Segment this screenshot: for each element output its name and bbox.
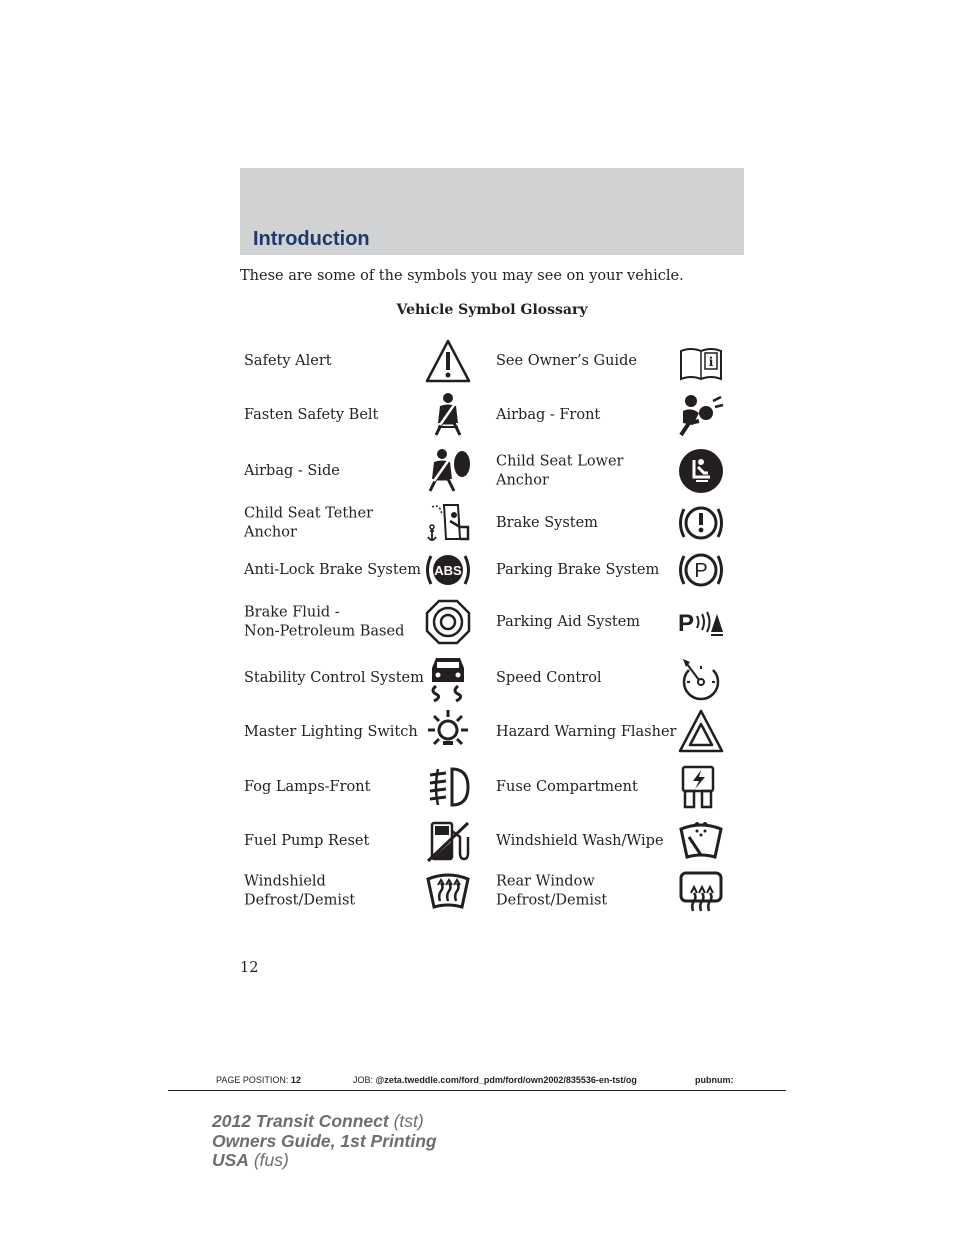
lighting-switch-icon: [424, 708, 472, 756]
symbol-label: Fuel Pump Reset: [244, 832, 370, 849]
abs-icon: [424, 546, 472, 594]
job-meta: [353, 1075, 637, 1085]
safety-belt-icon: [424, 391, 472, 439]
icon-text: P: [694, 560, 708, 582]
glossary-title: Vehicle Symbol Glossary: [396, 302, 588, 318]
doc-market: USA: [212, 1150, 249, 1170]
airbag-side-icon: [424, 447, 472, 495]
parking-aid-icon: [677, 598, 725, 646]
icon-text: P: [678, 610, 695, 637]
symbol-label: Brake Fluid - Non-Petroleum Based: [244, 604, 405, 639]
symbol-label: Safety Alert: [244, 352, 332, 369]
airbag-front-icon: [677, 391, 725, 439]
symbol-label: Windshield Wash/Wipe: [496, 832, 664, 849]
job-label: JOB:: [353, 1075, 374, 1085]
symbol-label: Parking Aid System: [496, 613, 641, 630]
symbol-label: Windshield Defrost/Demist: [244, 873, 356, 908]
doc-market-code: (fus): [253, 1150, 289, 1170]
page-position-label: PAGE POSITION:: [216, 1075, 289, 1085]
brake-fluid-icon: [424, 598, 472, 646]
symbol-label: Fuse Compartment: [496, 778, 638, 795]
icon-text: ABS: [434, 563, 462, 578]
hazard-flasher-icon: [677, 708, 725, 756]
footer-rule: [168, 1090, 786, 1091]
symbol-label: Anti-Lock Brake System: [244, 561, 421, 578]
page-position-value: 12: [290, 1075, 301, 1085]
symbol-label: Parking Brake System: [496, 561, 660, 578]
symbol-label: Speed Control: [496, 669, 602, 686]
doc-model: 2012 Transit Connect: [212, 1111, 389, 1131]
symbol-label: Child Seat Lower Anchor: [496, 453, 624, 488]
job-value: @zeta.tweddle.com/ford_pdm/ford/own2002/835536-en-tst/og: [375, 1075, 637, 1085]
symbol-label: See Owner’s Guide: [496, 352, 637, 369]
child-seat-lower-anchor-icon: [677, 447, 725, 495]
symbol-label: Hazard Warning Flasher: [496, 723, 677, 740]
fuel-pump-reset-icon: [424, 817, 472, 865]
wash-wipe-icon: [677, 817, 725, 865]
symbol-label: Fog Lamps-Front: [244, 778, 371, 795]
parking-brake-icon: [677, 546, 725, 594]
symbol-label: Stability Control System: [244, 669, 424, 686]
symbol-label: Rear Window Defrost/Demist: [496, 873, 608, 908]
document-identifier: [212, 1112, 437, 1171]
child-seat-tether-icon: [424, 499, 472, 547]
symbol-label: Brake System: [496, 514, 598, 531]
symbol-label: Master Lighting Switch: [244, 723, 418, 740]
page-number: 12: [240, 960, 259, 976]
intro-text: These are some of the symbols you may see on your vehicle.: [240, 268, 684, 284]
svg-text:i: i: [708, 355, 714, 369]
fog-lamps-icon: [424, 763, 472, 811]
pubnum-meta: [695, 1075, 734, 1085]
doc-model-code: (tst): [393, 1111, 424, 1131]
fuse-icon: [677, 763, 725, 811]
brake-system-icon: [677, 499, 725, 547]
doc-edition: Owners Guide, 1st Printing: [212, 1130, 437, 1151]
safety-alert-icon: [424, 337, 472, 385]
symbol-label: Airbag - Front: [496, 406, 601, 423]
page-position-meta: [216, 1075, 301, 1085]
section-title: Introduction: [253, 228, 370, 250]
rear-defrost-icon: [677, 867, 725, 915]
speed-control-icon: [677, 654, 725, 702]
owners-guide-icon: [677, 337, 725, 385]
pubnum-label: pubnum:: [695, 1075, 734, 1085]
windshield-defrost-icon: [424, 867, 472, 915]
section-header-band: [240, 168, 744, 255]
stability-control-icon: [424, 654, 472, 702]
symbol-label: Child Seat Tether Anchor: [244, 505, 373, 540]
symbol-label: Airbag - Side: [244, 462, 340, 479]
symbol-label: Fasten Safety Belt: [244, 406, 379, 423]
